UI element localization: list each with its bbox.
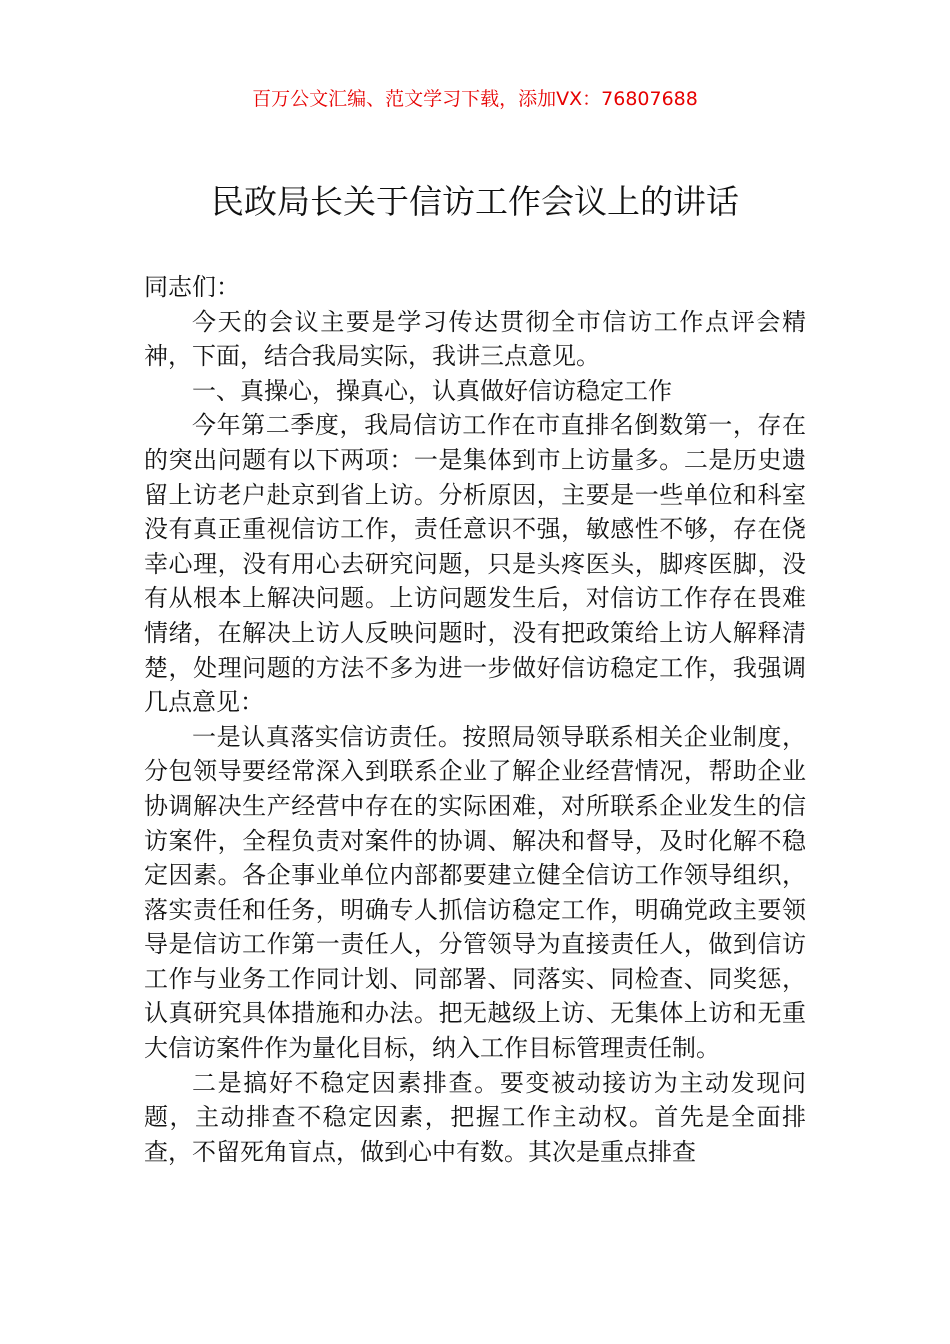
paragraph-point-2: 二是搞好不稳定因素排查。要变被动接访为主动发现问题，主动排查不稳定因素，把握工作主动权。首先是全面排查，不留死角盲点，做到心中有数。其次是重点排查 [144, 1068, 806, 1166]
document-body [144, 270, 806, 1169]
header-note: 百万公文汇编、范文学习下载，添加VX：76807688 [252, 88, 698, 110]
salutation: 同志们： [144, 273, 240, 301]
paragraph-point-1: 一是认真落实信访责任。按照局领导联系相关企业制度，分包领导要经常深入到联系企业了解企业经营情况，帮助企业协调解决生产经营中存在的实际困难，对所联系企业发生的信访案件，全程负责对案件的协调、解决和督导，及时化解不稳定因素。各企事业单位内部都要建立健全信访工作领导组织，落实责任和任务，明确专人抓信访稳定工作，明确党政主要领导是信访工作第一责任人，分管领导为直接责任人，做到信访工作与业务工作同计划、同部署、同落实、同检查、同奖惩，认真研究具体措施和办法。把无越级上访、无集体上访和无重大信访案件作为量化目标，纳入工作目标管理责任制。 [144, 722, 806, 1063]
paragraph-intro: 今天的会议主要是学习传达贯彻全市信访工作点评会精神，下面，结合我局实际，我讲三点意见。 [144, 307, 806, 371]
document-title: 民政局长关于信访工作会议上的讲话 [211, 182, 739, 221]
paragraph-analysis: 今年第二季度，我局信访工作在市直排名倒数第一，存在的突出问题有以下两项：一是集体到市上访量多。二是历史遗留上访老户赴京到省上访。分析原因，主要是一些单位和科室没有真正重视信访工作，责任意识不强，敏感性不够，存在侥幸心理，没有用心去研究问题，只是头疼医头，脚疼医脚，没有从根本上解决问题。上访问题发生后，对信访工作存在畏难情绪，在解决上访人反映问题时，没有把政策给上访人解释清楚，处理问题的方法不多为进一步做好信访稳定工作，我强调几点意见： [144, 411, 806, 717]
section-heading-1: 一、真操心，操真心，认真做好信访稳定工作 [192, 376, 672, 405]
